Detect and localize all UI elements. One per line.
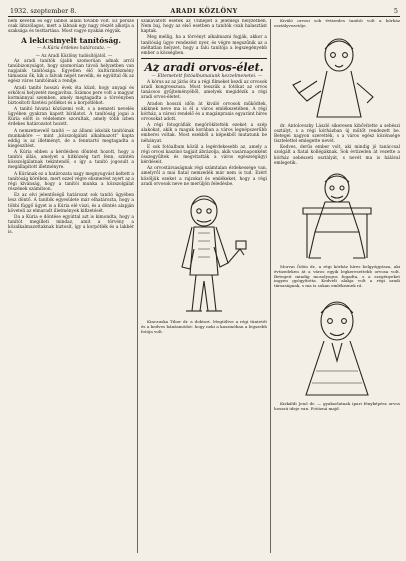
- figure-caption: Morvai Ödön dr., a régi kórház híres belgyógyásza, aki évtizedeken át a város egyik legkeresettebb orvosa volt. Betegeit mindig mosolyogva fogadta, s a szegényeket ingyen gyógyította. Kedvelt alakja volt a régi aradi társaságnak, s ma is sokan emlékeznek rá.: [274, 263, 400, 289]
- doctor-bust-figure: [292, 291, 382, 401]
- article-subtitle: — A Kúria érdekes határozata. —: [37, 46, 111, 52]
- paragraph: Da a Kúria e döntése egyúttal azt is kimondta, hogy a tanítót megilleti mindaz, amit a törvény a közalkalmazottaknak biztosít, így a korpótlék és a lakbér is.: [8, 214, 134, 236]
- seated-doctor-figure: [287, 168, 387, 264]
- paragraph: Az orvostársaságnak régi számtalan érdekessége van, amelyről a mai fiatal nemzedék már nem is tud. Ezért közöljük ezeket a rajzokat és emlékeket, hogy a régi aradi orvosok neve ne merüljön feledésbe.: [141, 166, 267, 187]
- masthead: [8, 6, 400, 16]
- paragraph: A régi fotográfiák megörökítették ezeket a szép alakokat, akik a maguk korában a város legnépszerűbb emberei voltak. Most ezekből a képekből mutatunk be néhányat.: [141, 123, 267, 144]
- paragraph: Aradon hosszú időn át kiváló orvosok működtek, akiknek neve ma is él a város emlékezetében. A régi kórház, a városi rendelő és a magánpraxis egyaránt híres orvosokat adott.: [141, 101, 267, 122]
- column-divider: [270, 19, 271, 553]
- paragraph: A Kúria ebben a kérdésben döntést hozott, hogy a tanítói állás, amelyet a hitközség tart fenn, szintén közszolgálatnak tekintendő, s így a tanító jogosult a megállapított illetményre.: [8, 150, 134, 171]
- intro-text: nem kevetik és egy lábból állani tovább volt. Ez persze csak látszólagos, mert a lábnak egy nagy részét alkotja a szaksága és testtartása. Most vagye nyakán régyák.: [8, 19, 134, 35]
- article-subtitle: — Eltemetett fotóalbumaiunk kezzelmenetei. —: [151, 73, 263, 79]
- column-1: [8, 19, 134, 553]
- masthead-rule: [8, 16, 400, 17]
- column-3: [274, 19, 400, 553]
- paragraph: dr. Antolovszky László sikeresen kibővítette a sebészi osztályt, s a régi kórházban új műtőt rendezett be. Betegei nagyon szerették, s a város egész közönsége tisztelettel emlegette nevét.: [274, 123, 400, 145]
- newspaper-page: [8, 6, 400, 555]
- issue-date: 1932. szeptember 8.: [10, 7, 77, 15]
- paragraph: A kórus az az járás óta a régi filmeket kezdi az orvosok aradi kongresszusa. Most tesszük a fotókat az orvos tanácsos gyűjteményéből, amelyek megidézik a régi aradi orvos-életet.: [141, 80, 267, 101]
- figure-caption: Kinczuska Tibor dr. a doktori. Megtöltve a régi tüntetőt és a kedves bánásmódot: hogy neki a kaszinóban a legszebb fotója volt.: [141, 318, 267, 334]
- page-number: 5: [393, 7, 398, 15]
- paragraph: E sok fotóalbum közül a legérdekesebb az, amely a régi orvosi kaszinó tagjait ábrázolja, akik vasárnaponként összegyűltek és megvitatták a város egészségügyi kérdéseit.: [141, 144, 267, 166]
- column-divider: [137, 19, 138, 553]
- paragraph: szakavatott esetek az Ünnepet a jelenlegi helyzetben. Nem baj, hogy az első esetben a tanítók csak halasztást kaptak.: [141, 19, 267, 35]
- figure-caption: Kiváló orvosi sok évtizedes tanítói volt a kórház osztályvezetője.: [274, 19, 400, 28]
- doctor-caricature-figure: [156, 189, 252, 319]
- newspaper-title: ARADI KÖZLÖNY: [170, 7, 238, 15]
- column-2: [141, 19, 267, 553]
- paragraph: Aradi tanító hosszú évek óta küzd, hogy anyagi és erkölcsi helyzetét megjavítsa. Számos pere volt a magyar kormánnyal szemben, amely megtagadta a törvényben biztosított fizetési pótlékot és a korpótlékot.: [8, 85, 134, 106]
- paragraph: Meg mellig, ha a törvényt alkalmazni fogják, akkor a tanítóság ügye rendezést nyer, és végre megszűnik az a méltatlan helyzet, hogy a falu tanítója a legszegényebb ember a községben.: [141, 35, 267, 56]
- article-byline: — Az Aradi Közlöny tudósítójától. —: [35, 52, 113, 58]
- paragraph: A tanító hivatal közüzemi volt, s a nemzeti nevelés ügyében gyakran kapott bírálatot. A tanítóság jogai a Kúria előtt is védelemre szorultak, amely több ízben érdekes határozatot hozott.: [8, 107, 134, 128]
- paragraph: A Kúrának ez a határozata nagy megnyugvást keltett a tanítóság körében, mert ezzel végre elismerést nyert az a régi kívánság, hogy a tanítói munka a közszolgálat részének számítson.: [8, 171, 134, 193]
- article-heading-doctors: Az aradi orvos-élet.: [144, 60, 264, 74]
- section-rule: [141, 58, 267, 59]
- paragraph: Az aradi tanítók újabb szomorúan adnak arról tanúbizonyságot, hogy szomorúan távoli helyzetben van napjaink tanítósága. Egyetlen élő kultúrintézmény támaszai ők, kik a falvak népét nevelik, és egyúttal ők az egész város tanítóinak a rendje.: [8, 58, 134, 85]
- doctor-portrait-figure: [287, 31, 387, 123]
- article-heading-teachers: A lekicsinyelt tanítóság.: [21, 36, 121, 46]
- paragraph: Kedves, derűs ember volt, aki mindig jó tanáccsal szolgált a fiatal kollégáknak. Sok évtizeden át vezette a kórház sebészeti osztályát, s nevét ma is hálával emlegetik.: [274, 145, 400, 166]
- paragraph: Ez az elvi jelentőségű határozat sok tanító ügyében lesz döntő. A tanítók egyesülete már elhatározta, hogy a többi függő ügyet is a Kúria elé viszi, és a döntés alapján követeli az elmaradt illetmények kifizetését.: [8, 193, 134, 214]
- figure-caption: Kiskáldi Jenő dr. — gyakorlatnak ipari fényképész orvos hosszú ideje van. Fotózná majd.: [274, 401, 400, 412]
- paragraph: A nemzetnevelő tanító — az állami iskolák tanítóinak munkaköre — mint „közszolgálati alkalmazott” kapta eddig is az illetményt, de a fenntartó megtagadta a kiegészítést.: [8, 128, 134, 149]
